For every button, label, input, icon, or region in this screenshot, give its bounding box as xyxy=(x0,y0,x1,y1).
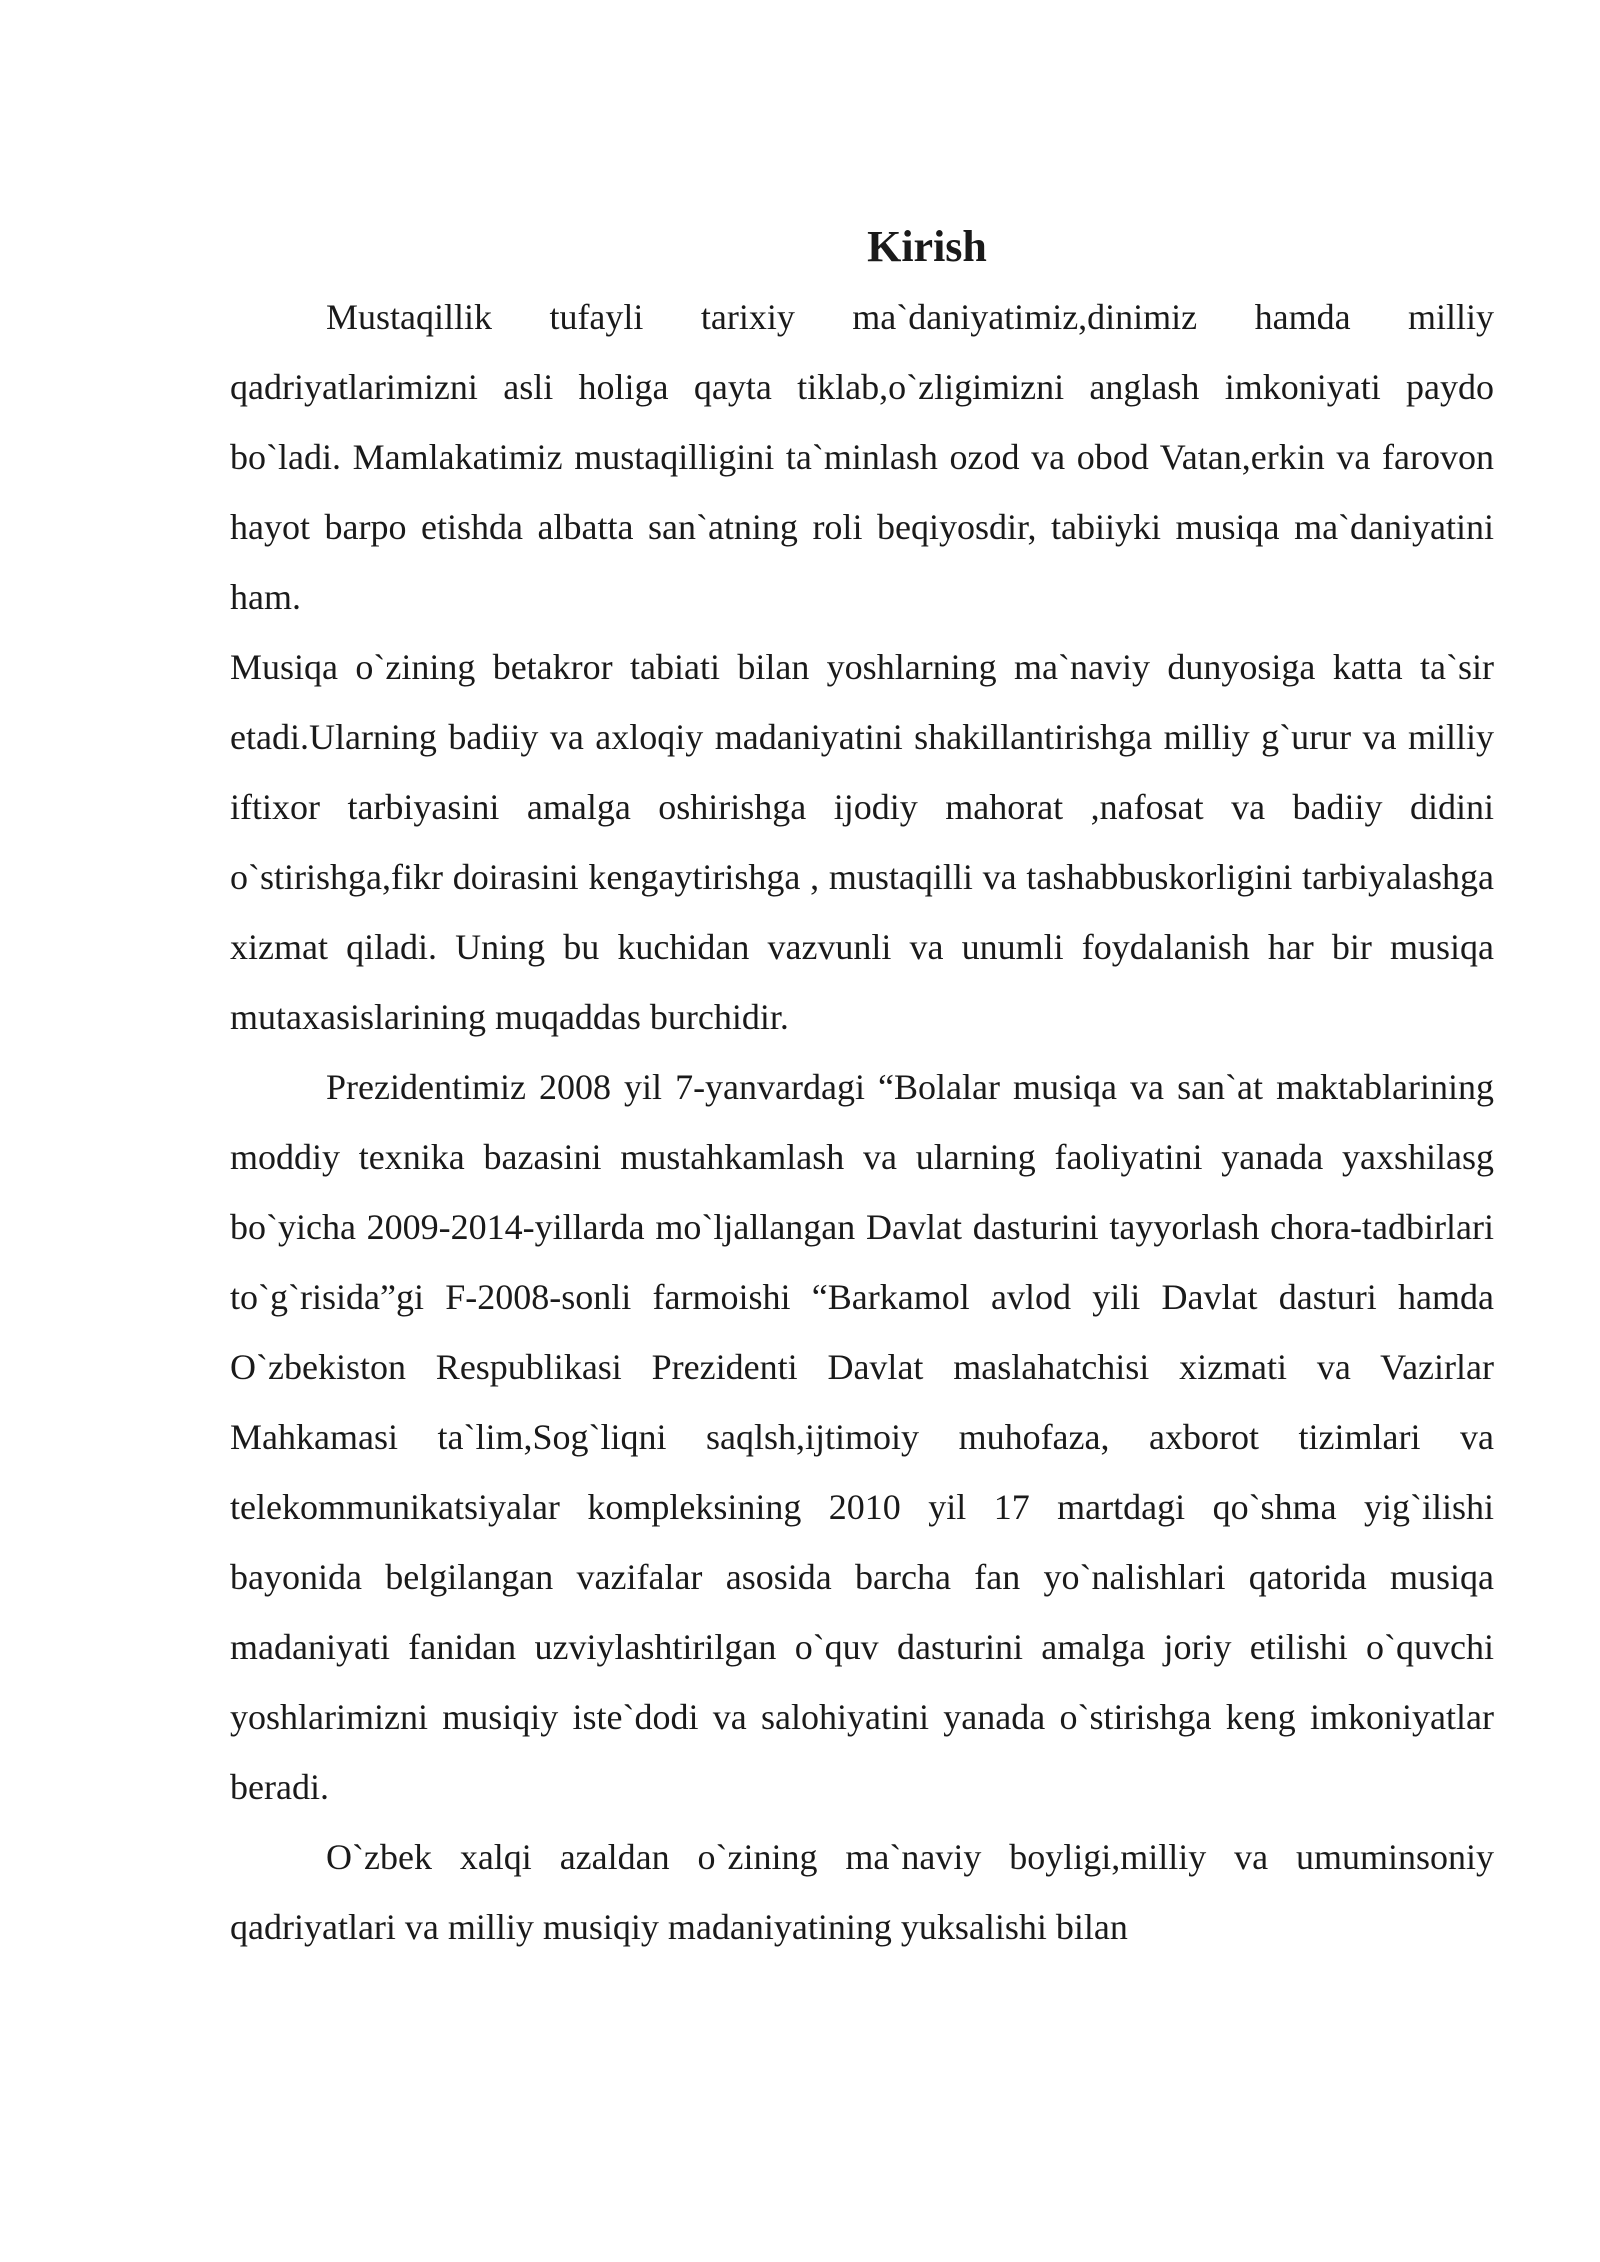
paragraph-intro: Mustaqillik tufayli tarixiy ma`daniyatimiz,dinimiz hamda milliy qadriyatlarimizni asli holiga qayta tiklab,o`zligimizni anglash imkoniyati paydo bo`ladi. Mamlakatimiz mustaqilligini ta`minlash ozod va obod Vatan,erkin va farovon hayot barpo etishda albatta san`atning roli beqiyosdir, tabiiyki musiqa ma`daniyatini ham. xyxy=(230,297,1494,617)
paragraph-president-decree: Prezidentimiz 2008 yil 7-yanvardagi “Bolalar musiqa va san`at maktablarining moddiy texnika bazasini mustahkamlash va ularning faoliyatini yanada yaxshilasg bo`yicha 2009-2014-yillarda mo`ljallangan Davlat dasturini tayyorlash chora-tadbirlari to`g`risida”gi F-2008-sonli farmoishi “Barkamol avlod yili Davlat dasturi hamda O`zbekiston Respublikasi Prezidenti Davlat maslahatchisi xizmati va Vazirlar Mahkamasi ta`lim,Sog`liqni saqlsh,ijtimoiy muhofaza, axborot tizimlari va telekommunikatsiyalar kompleksining 2010 yil 17 martdagi qo`shma yig`ilishi bayonida belgilangan vazifalar asosida barcha fan yo`nalishlari qatorida musiqa madaniyati fanidan uzviylashtirilgan o`quv dasturini amalga joriy etilishi o`quvchi yoshlarimizni musiqiy iste`dodi va salohiyatini yanada o`stirishga keng imkoniyatlar beradi. xyxy=(230,1067,1494,1807)
paragraph-uzbek-people: O`zbek xalqi azaldan o`zining ma`naviy boyligi,milliy va umuminsoniy qadriyatlari va milliy musiqiy madaniyatining yuksalishi bilan xyxy=(230,1837,1494,1947)
paragraph-music-influence: Musiqa o`zining betakror tabiati bilan yoshlarning ma`naviy dunyosiga katta ta`sir etadi.Ularning badiiy va axloqiy madaniyatini shakillantirishga milliy g`urur va milliy iftixor tarbiyasini amalga oshirishga ijodiy mahorat ,nafosat va badiiy didini o`stirishga,fikr doirasini kengaytirishga , mustaqilli va tashabbuskorligini tarbiyalashga xizmat qiladi. Uning bu kuchidan vazvunli va unumli foydalanish har bir musiqa mutaxasislarining muqaddas burchidir. xyxy=(230,647,1494,1037)
page-title: Kirish xyxy=(867,222,987,271)
document-body xyxy=(230,212,1494,1962)
